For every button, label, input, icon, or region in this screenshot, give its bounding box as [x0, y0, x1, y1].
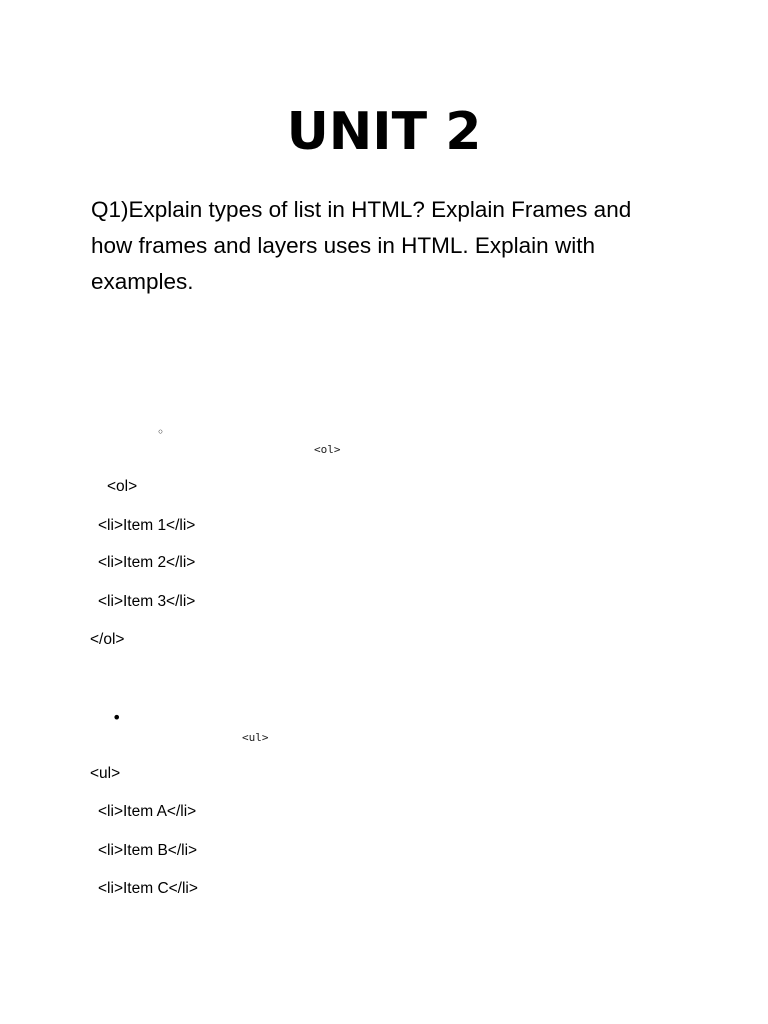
code-line: <li>Item 3</li> [98, 593, 196, 610]
code-line: <li>Item C</li> [98, 880, 198, 897]
code-line: <ol> [107, 478, 138, 495]
code-line: </ol> [90, 631, 125, 648]
ordered-list-tag-label: <ol> [314, 443, 341, 456]
code-line: <li>Item 1</li> [98, 517, 196, 534]
question-text: Q1)Explain types of list in HTML? Explain Frames and how frames and layers uses in HTML. Explain with examples. [91, 197, 632, 294]
hollow-bullet-icon: ◦ [157, 425, 165, 439]
code-line: <li>Item A</li> [98, 803, 197, 820]
code-line: <ul> [90, 765, 121, 782]
page-title: UNIT 2 [286, 102, 482, 162]
code-line: <li>Item 2</li> [98, 554, 196, 571]
code-line: <li>Item B</li> [98, 842, 198, 859]
solid-bullet-icon: • [112, 708, 122, 727]
unordered-list-tag-label: <ul> [242, 731, 269, 744]
